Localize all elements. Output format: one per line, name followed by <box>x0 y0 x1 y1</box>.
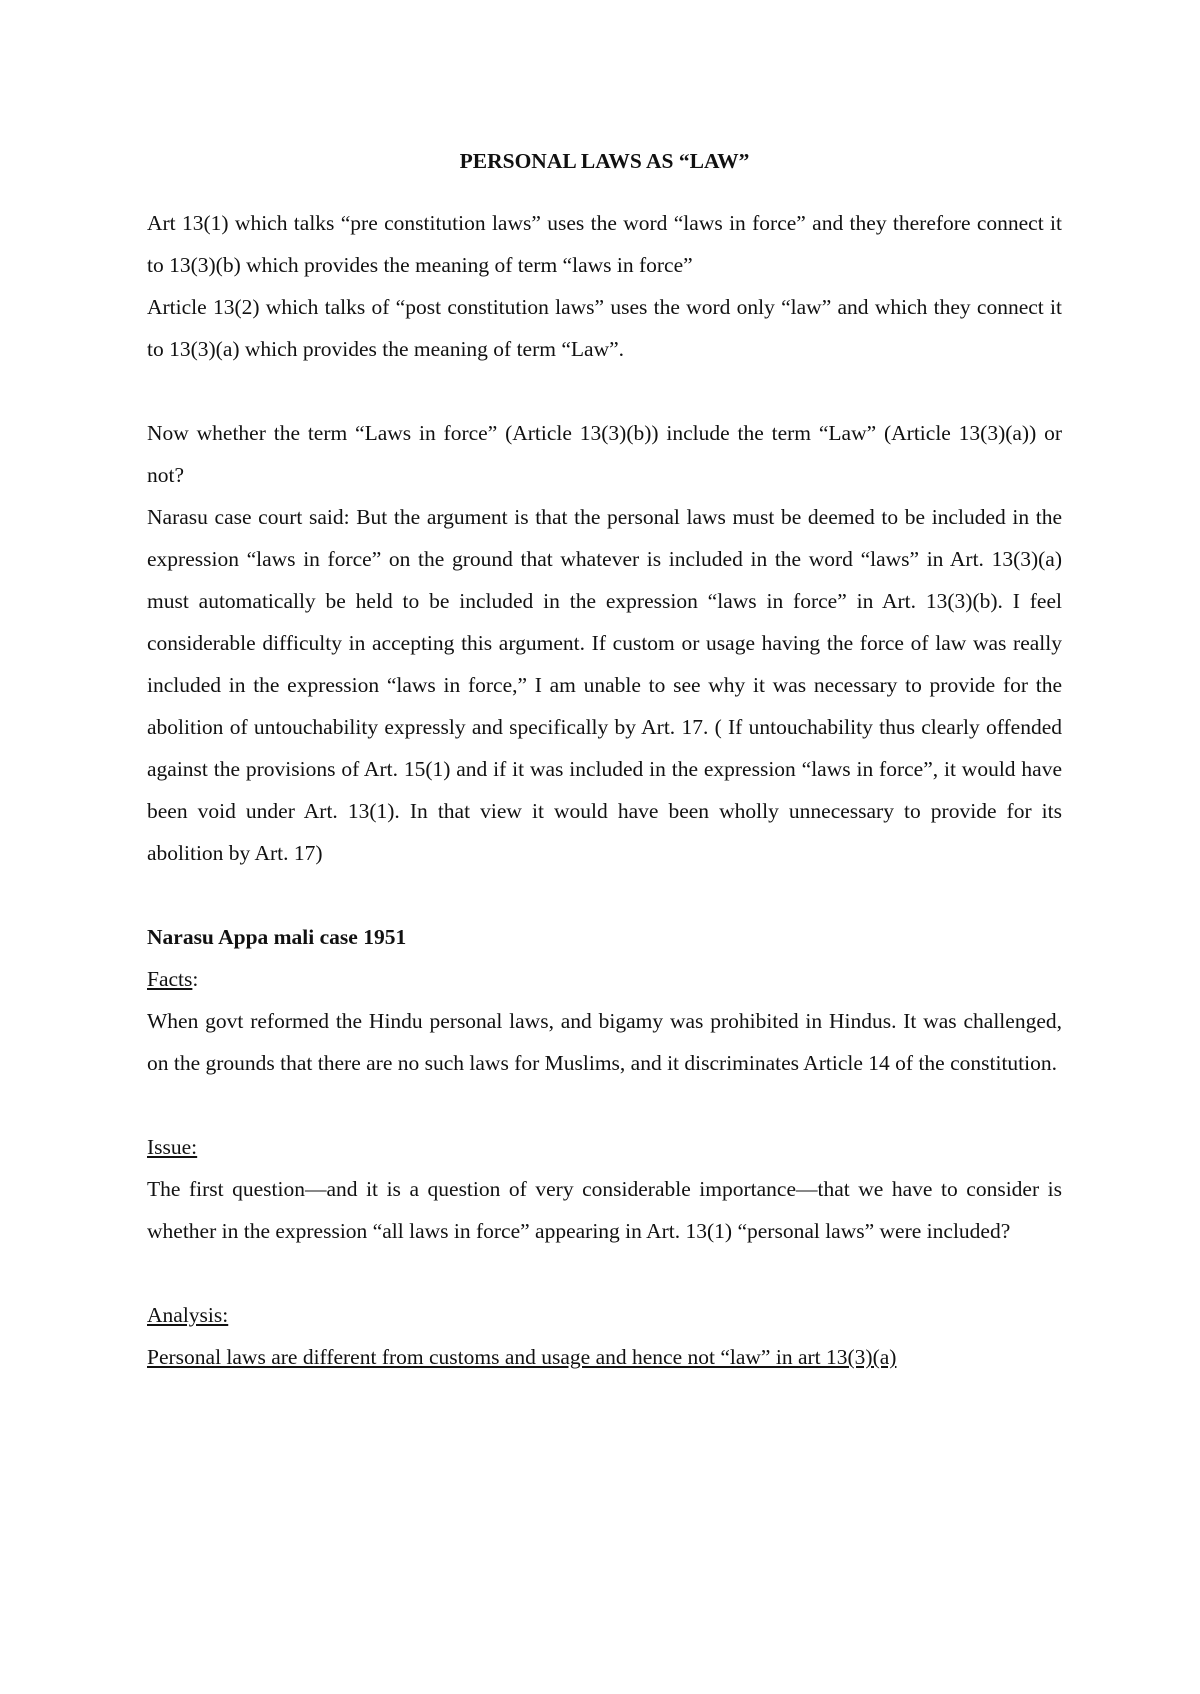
paragraph-art13-2: Article 13(2) which talks of “post constitution laws” uses the word only “law” and which they connect it to 13(3)(a) which provides the meaning of term “Law”. <box>147 295 1062 361</box>
spacer <box>147 1084 1062 1126</box>
paragraph-narasu-quote: Narasu case court said: But the argument is that the personal laws must be deemed to be included in the expression “laws in force” on the ground that whatever is included in the word “laws” in Art. 13(3)(a) must automatically be held to be included in the expression “laws in force” in Art. 13(3)(b). I feel considerable difficulty in accepting this argument. If custom or usage having the force of law was really included in the expression “laws in force,” I am unable to see why it was necessary to provide for the abolition of untouchability expressly and specifically by Art. 17. ( If untouchability thus clearly offended against the provisions of Art. 15(1) and if it was included in the expression “laws in force”, it would have been void under Art. 13(1). In that view it would have been wholly unnecessary to provide for its abolition by Art. 17) <box>147 505 1062 865</box>
case-heading: Narasu Appa mali case 1951 <box>147 925 407 949</box>
spacer <box>147 1252 1062 1294</box>
facts-label: Facts <box>147 967 193 991</box>
analysis-label: Analysis: <box>147 1303 229 1327</box>
document-page <box>147 140 1062 1378</box>
spacer <box>147 370 1062 412</box>
facts-label-line <box>147 958 1062 1000</box>
paragraph-question: Now whether the term “Laws in force” (Article 13(3)(b)) include the term “Law” (Article 13(3)(a)) or not? <box>147 421 1062 487</box>
paragraph-art13-1: Art 13(1) which talks “pre constitution laws” uses the word “laws in force” and they therefore connect it to 13(3)(b) which provides the meaning of term “laws in force” <box>147 211 1062 277</box>
issue-label: Issue: <box>147 1135 198 1159</box>
analysis-text: Personal laws are different from customs and usage and hence not “law” in art 13(3)(a) <box>147 1345 897 1369</box>
issue-text: The first question—and it is a question of very considerable importance—that we have to consider is whether in the expression “all laws in force” appearing in Art. 13(1) “personal laws” were included? <box>147 1177 1062 1243</box>
facts-colon: : <box>192 967 199 991</box>
facts-text: When govt reformed the Hindu personal laws, and bigamy was prohibited in Hindus. It was challenged, on the grounds that there are no such laws for Muslims, and it discriminates Article 14 of the constitution. <box>147 1009 1062 1075</box>
document-title: PERSONAL LAWS AS “LAW” <box>459 149 750 173</box>
spacer <box>147 874 1062 916</box>
